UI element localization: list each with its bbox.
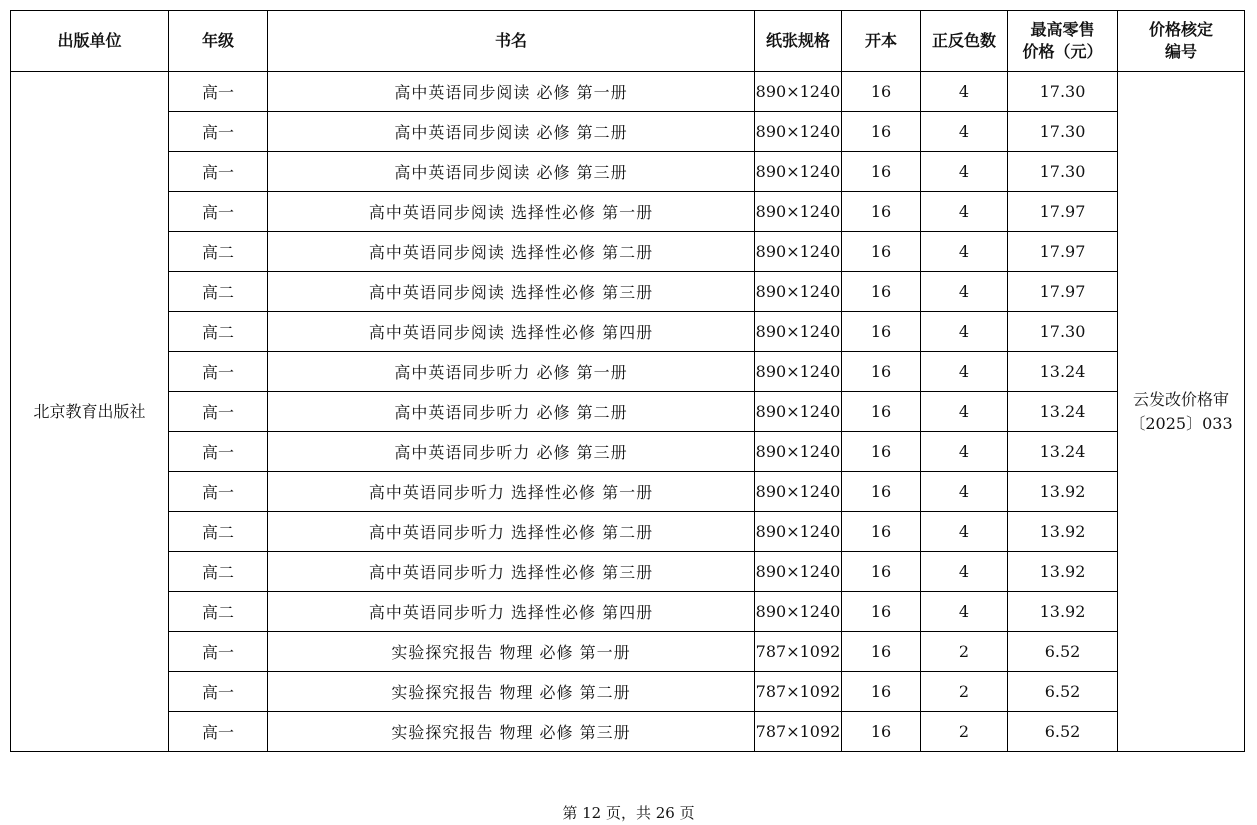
paper-cell: 890×1240 bbox=[755, 512, 842, 552]
publisher-cell: 北京教育出版社 bbox=[11, 72, 169, 752]
grade-cell: 高一 bbox=[169, 192, 268, 232]
title-cell: 实验探究报告 物理 必修 第二册 bbox=[268, 672, 755, 712]
header-approval-line1: 价格核定 bbox=[1148, 20, 1213, 39]
approval-cell bbox=[1118, 72, 1245, 752]
table-row bbox=[11, 392, 1245, 432]
format-cell: 16 bbox=[842, 192, 921, 232]
grade-cell: 高二 bbox=[169, 512, 268, 552]
grade-cell: 高一 bbox=[169, 72, 268, 112]
grade-cell: 高一 bbox=[169, 152, 268, 192]
paper-cell: 890×1240 bbox=[755, 472, 842, 512]
format-cell: 16 bbox=[842, 592, 921, 632]
price-cell: 6.52 bbox=[1008, 712, 1118, 752]
table-row bbox=[11, 72, 1245, 112]
price-cell: 13.24 bbox=[1008, 352, 1118, 392]
header-format: 开本 bbox=[842, 11, 921, 72]
paper-cell: 787×1092 bbox=[755, 712, 842, 752]
table-row bbox=[11, 352, 1245, 392]
header-retail-price bbox=[1008, 11, 1118, 72]
format-cell: 16 bbox=[842, 472, 921, 512]
colors-cell: 2 bbox=[921, 712, 1008, 752]
title-cell: 实验探究报告 物理 必修 第一册 bbox=[268, 632, 755, 672]
table-row bbox=[11, 672, 1245, 712]
paper-cell: 890×1240 bbox=[755, 392, 842, 432]
price-cell: 17.30 bbox=[1008, 112, 1118, 152]
format-cell: 16 bbox=[842, 72, 921, 112]
format-cell: 16 bbox=[842, 392, 921, 432]
paper-cell: 890×1240 bbox=[755, 192, 842, 232]
approval-line2: 〔2025〕033 bbox=[1129, 413, 1233, 433]
header-colors: 正反色数 bbox=[921, 11, 1008, 72]
title-cell: 高中英语同步阅读 必修 第三册 bbox=[268, 152, 755, 192]
grade-cell: 高一 bbox=[169, 672, 268, 712]
grade-cell: 高一 bbox=[169, 392, 268, 432]
price-cell: 17.97 bbox=[1008, 192, 1118, 232]
colors-cell: 4 bbox=[921, 392, 1008, 432]
paper-cell: 890×1240 bbox=[755, 72, 842, 112]
grade-cell: 高二 bbox=[169, 312, 268, 352]
title-cell: 高中英语同步听力 必修 第二册 bbox=[268, 392, 755, 432]
format-cell: 16 bbox=[842, 352, 921, 392]
grade-cell: 高一 bbox=[169, 112, 268, 152]
paper-cell: 787×1092 bbox=[755, 672, 842, 712]
title-cell: 高中英语同步听力 选择性必修 第二册 bbox=[268, 512, 755, 552]
colors-cell: 2 bbox=[921, 672, 1008, 712]
colors-cell: 4 bbox=[921, 192, 1008, 232]
header-title: 书名 bbox=[268, 11, 755, 72]
colors-cell: 4 bbox=[921, 472, 1008, 512]
price-cell: 17.30 bbox=[1008, 312, 1118, 352]
format-cell: 16 bbox=[842, 152, 921, 192]
grade-cell: 高二 bbox=[169, 552, 268, 592]
format-cell: 16 bbox=[842, 112, 921, 152]
colors-cell: 4 bbox=[921, 232, 1008, 272]
paper-cell: 787×1092 bbox=[755, 632, 842, 672]
paper-cell: 890×1240 bbox=[755, 352, 842, 392]
colors-cell: 4 bbox=[921, 72, 1008, 112]
page-footer: 第 12 页，共 26 页 bbox=[562, 804, 695, 822]
colors-cell: 4 bbox=[921, 592, 1008, 632]
colors-cell: 4 bbox=[921, 112, 1008, 152]
colors-cell: 4 bbox=[921, 552, 1008, 592]
grade-cell: 高一 bbox=[169, 432, 268, 472]
grade-cell: 高二 bbox=[169, 272, 268, 312]
paper-cell: 890×1240 bbox=[755, 112, 842, 152]
format-cell: 16 bbox=[842, 712, 921, 752]
format-cell: 16 bbox=[842, 432, 921, 472]
table-row bbox=[11, 632, 1245, 672]
paper-cell: 890×1240 bbox=[755, 232, 842, 272]
table-row bbox=[11, 152, 1245, 192]
table-row bbox=[11, 592, 1245, 632]
table-row bbox=[11, 112, 1245, 152]
colors-cell: 4 bbox=[921, 432, 1008, 472]
title-cell: 高中英语同步阅读 必修 第一册 bbox=[268, 72, 755, 112]
table-row bbox=[11, 712, 1245, 752]
grade-cell: 高二 bbox=[169, 232, 268, 272]
format-cell: 16 bbox=[842, 632, 921, 672]
paper-cell: 890×1240 bbox=[755, 592, 842, 632]
header-retail-price-line2: 价格（元） bbox=[1022, 42, 1103, 61]
paper-cell: 890×1240 bbox=[755, 432, 842, 472]
colors-cell: 4 bbox=[921, 152, 1008, 192]
colors-cell: 4 bbox=[921, 312, 1008, 352]
format-cell: 16 bbox=[842, 512, 921, 552]
header-grade: 年级 bbox=[169, 11, 268, 72]
header-retail-price-line1: 最高零售 bbox=[1030, 20, 1095, 39]
grade-cell: 高一 bbox=[169, 352, 268, 392]
header-row bbox=[11, 11, 1245, 72]
price-cell: 13.24 bbox=[1008, 432, 1118, 472]
price-cell: 17.30 bbox=[1008, 152, 1118, 192]
price-cell: 13.92 bbox=[1008, 512, 1118, 552]
table-row bbox=[11, 272, 1245, 312]
grade-cell: 高一 bbox=[169, 712, 268, 752]
format-cell: 16 bbox=[842, 552, 921, 592]
paper-cell: 890×1240 bbox=[755, 312, 842, 352]
grade-cell: 高二 bbox=[169, 592, 268, 632]
title-cell: 高中英语同步阅读 必修 第二册 bbox=[268, 112, 755, 152]
title-cell: 实验探究报告 物理 必修 第三册 bbox=[268, 712, 755, 752]
title-cell: 高中英语同步听力 选择性必修 第三册 bbox=[268, 552, 755, 592]
table-row bbox=[11, 312, 1245, 352]
header-approval bbox=[1118, 11, 1245, 72]
colors-cell: 4 bbox=[921, 272, 1008, 312]
table-row bbox=[11, 472, 1245, 512]
price-cell: 17.97 bbox=[1008, 232, 1118, 272]
price-cell: 13.24 bbox=[1008, 392, 1118, 432]
price-cell: 13.92 bbox=[1008, 592, 1118, 632]
approval-line1: 云发改价格审 bbox=[1132, 389, 1229, 409]
paper-cell: 890×1240 bbox=[755, 272, 842, 312]
table-body bbox=[11, 72, 1245, 752]
price-cell: 6.52 bbox=[1008, 672, 1118, 712]
header-publisher: 出版单位 bbox=[11, 11, 169, 72]
table-row bbox=[11, 232, 1245, 272]
title-cell: 高中英语同步阅读 选择性必修 第三册 bbox=[268, 272, 755, 312]
format-cell: 16 bbox=[842, 272, 921, 312]
grade-cell: 高一 bbox=[169, 632, 268, 672]
colors-cell: 4 bbox=[921, 512, 1008, 552]
title-cell: 高中英语同步听力 必修 第一册 bbox=[268, 352, 755, 392]
title-cell: 高中英语同步阅读 选择性必修 第四册 bbox=[268, 312, 755, 352]
grade-cell: 高一 bbox=[169, 472, 268, 512]
paper-cell: 890×1240 bbox=[755, 552, 842, 592]
colors-cell: 4 bbox=[921, 352, 1008, 392]
table-row bbox=[11, 432, 1245, 472]
price-cell: 17.97 bbox=[1008, 272, 1118, 312]
paper-cell: 890×1240 bbox=[755, 152, 842, 192]
title-cell: 高中英语同步听力 必修 第三册 bbox=[268, 432, 755, 472]
format-cell: 16 bbox=[842, 232, 921, 272]
header-approval-line2: 编号 bbox=[1164, 42, 1197, 61]
table-row bbox=[11, 552, 1245, 592]
format-cell: 16 bbox=[842, 672, 921, 712]
price-table bbox=[10, 10, 1245, 752]
colors-cell: 2 bbox=[921, 632, 1008, 672]
header-paper: 纸张规格 bbox=[755, 11, 842, 72]
format-cell: 16 bbox=[842, 312, 921, 352]
price-cell: 17.30 bbox=[1008, 72, 1118, 112]
title-cell: 高中英语同步听力 选择性必修 第一册 bbox=[268, 472, 755, 512]
price-cell: 6.52 bbox=[1008, 632, 1118, 672]
title-cell: 高中英语同步听力 选择性必修 第四册 bbox=[268, 592, 755, 632]
table-row bbox=[11, 192, 1245, 232]
title-cell: 高中英语同步阅读 选择性必修 第二册 bbox=[268, 232, 755, 272]
price-cell: 13.92 bbox=[1008, 552, 1118, 592]
title-cell: 高中英语同步阅读 选择性必修 第一册 bbox=[268, 192, 755, 232]
table-row bbox=[11, 512, 1245, 552]
price-cell: 13.92 bbox=[1008, 472, 1118, 512]
